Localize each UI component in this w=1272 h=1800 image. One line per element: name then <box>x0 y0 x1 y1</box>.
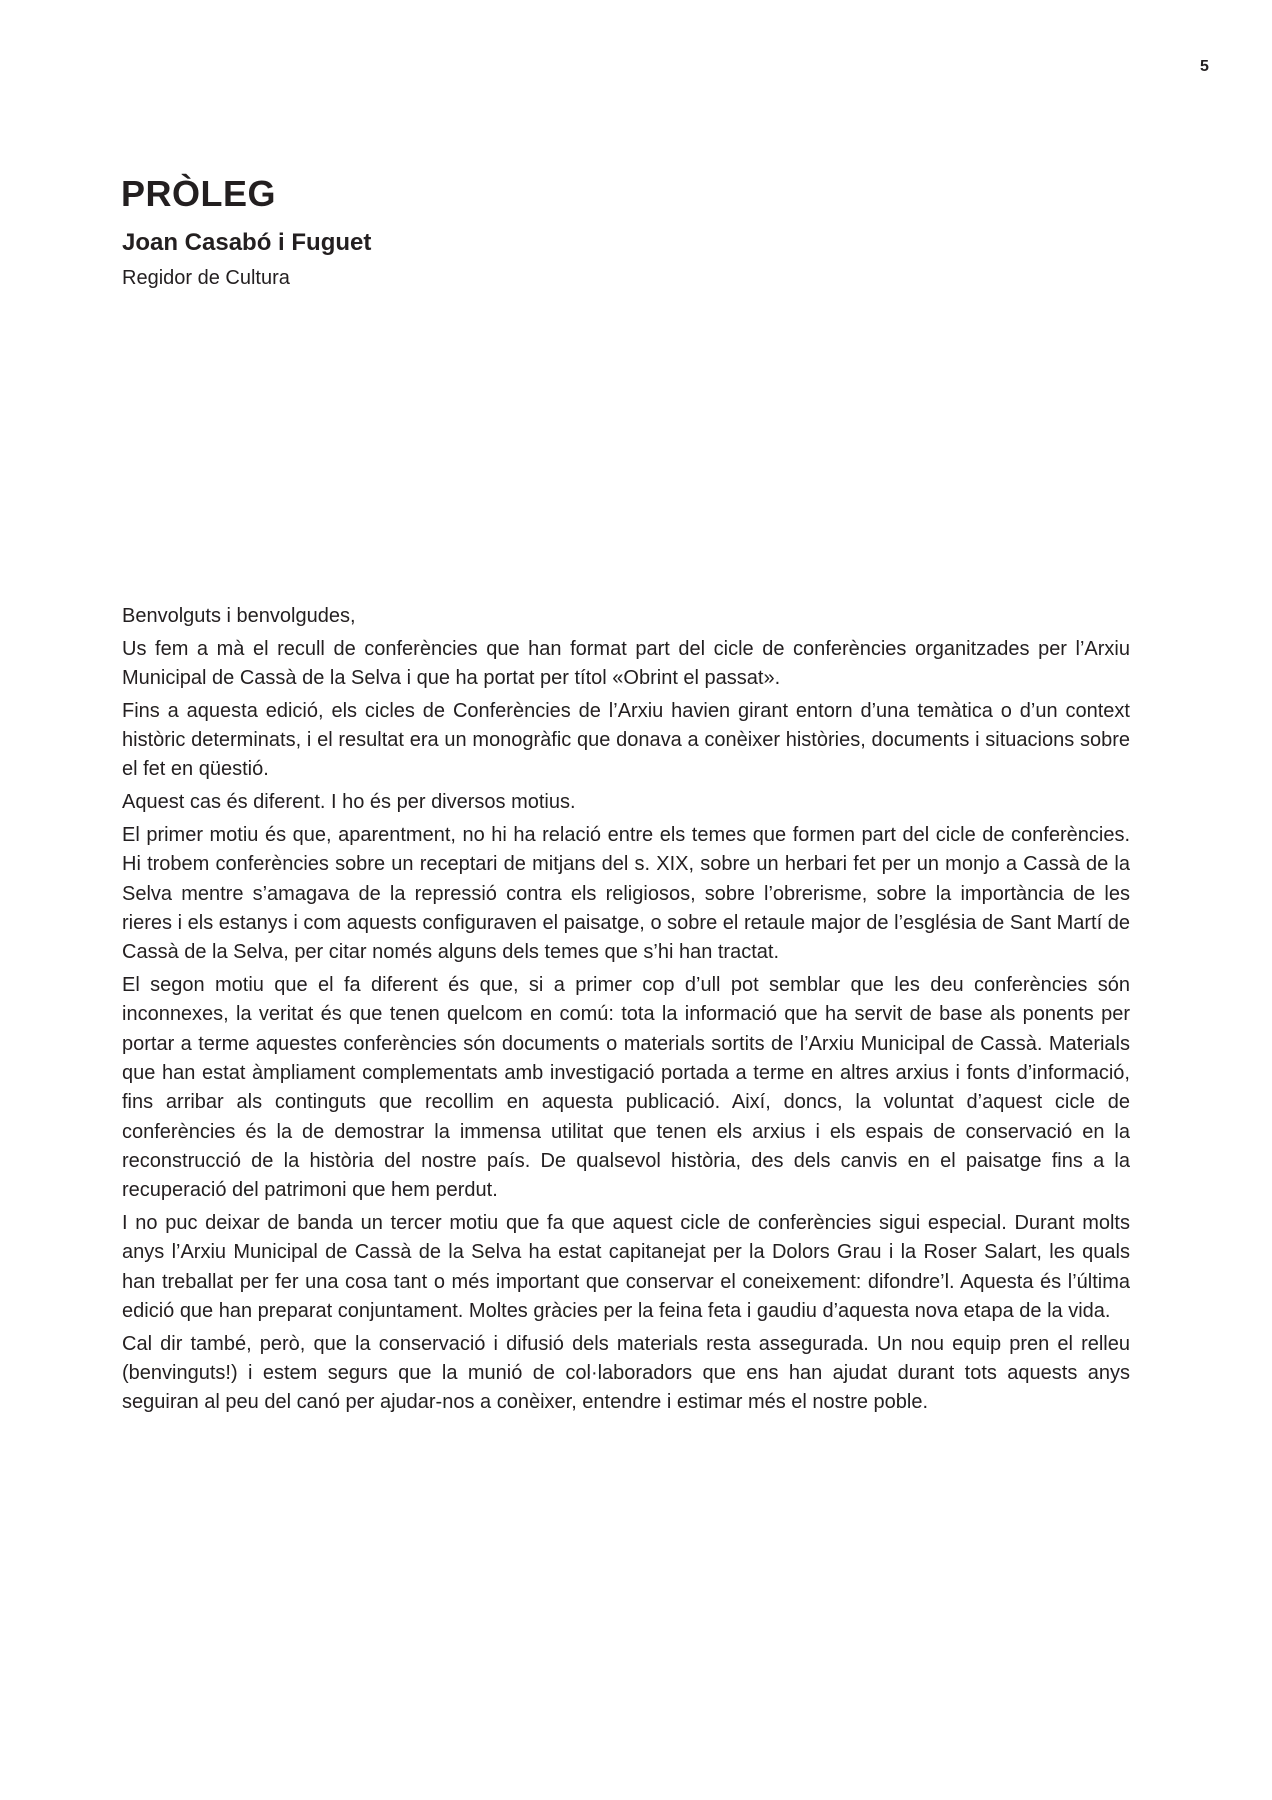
page-number: 5 <box>1200 58 1209 75</box>
page-title: PRÒLEG <box>121 173 277 214</box>
paragraph: Cal dir també, però, que la conservació i difusió dels materials resta assegurada. Un nou equip pren el relleu (benvinguts!) i estem segurs que la munió de col·laboradors que ens han ajudat durant tots aquests anys seguiran al peu del canó per ajudar-nos a conèixer, entendre i estimar més el nostre poble. <box>122 1332 1130 1414</box>
salutation: Benvolguts i benvolgudes, <box>122 605 356 627</box>
paragraph: Us fem a mà el recull de conferències que han format part del cicle de conferències organitzades per l’Arxiu Municipal de Cassà de la Selva i que ha portat per títol «Obrint el passat». <box>122 637 1130 690</box>
paragraph: Fins a aquesta edició, els cicles de Conferències de l’Arxiu havien girant entorn d’una temàtica o d’un context històric determinats, i el resultat era un monogràfic que donava a conèixer històries, documents i situacions sobre el fet en qüestió. <box>122 699 1130 781</box>
paragraph: El primer motiu és que, aparentment, no hi ha relació entre els temes que formen part del cicle de conferències. Hi trobem conferències sobre un receptari de mitjans del s. XIX, sobre un herbari fet per un monjo a Cassà de la Selva mentre s’amagava de la repressió contra els religiosos, sobre l’obrerisme, sobre la importància de les rieres i els estanys i com aquests configuraven el paisatge, o sobre el retaule major de l’església de Sant Martí de Cassà de la Selva, per citar només alguns dels temes que s’hi han tractat. <box>122 824 1130 964</box>
author-name: Joan Casabó i Fuguet <box>122 229 372 256</box>
paragraph: El segon motiu que el fa diferent és que, si a primer cop d’ull pot semblar que les deu conferències són inconnexes, la veritat és que tenen quelcom en comú: tota la informació que ha servit de base als ponents per portar a terme aquestes conferències són documents o materials sortits de l’Arxiu Municipal de Cassà. Materials que han estat àmpliament complementats amb investigació portada a terme en altres arxius i fonts d’informació, fins arribar als continguts que recollim en aquesta publicació. Així, doncs, la voluntat d’aquest cicle de conferències és la de demostrar la immensa utilitat que tenen els arxius i els espais de conservació en la reconstrucció de la història del nostre país. De qualsevol història, des dels canvis en el paisatge fins a la recuperació del patrimoni que hem perdut. <box>122 974 1130 1202</box>
body-text <box>122 602 1130 1421</box>
paragraph: Aquest cas és diferent. I ho és per diversos motius. <box>122 791 576 814</box>
paragraph: I no puc deixar de banda un tercer motiu que fa que aquest cicle de conferències sigui especial. Durant molts anys l’Arxiu Municipal de Cassà de la Selva ha estat capitanejat per la Dolors Grau i la Roser Salart, les quals han treballat per fer una cosa tant o més important que conservar el coneixement: difondre’l. Aquesta és l’última edició que han preparat conjuntament. Moltes gràcies per la feina feta i gaudiu d’aquesta nova etapa de la vida. <box>122 1211 1130 1322</box>
author-role: Regidor de Cultura <box>122 267 290 289</box>
